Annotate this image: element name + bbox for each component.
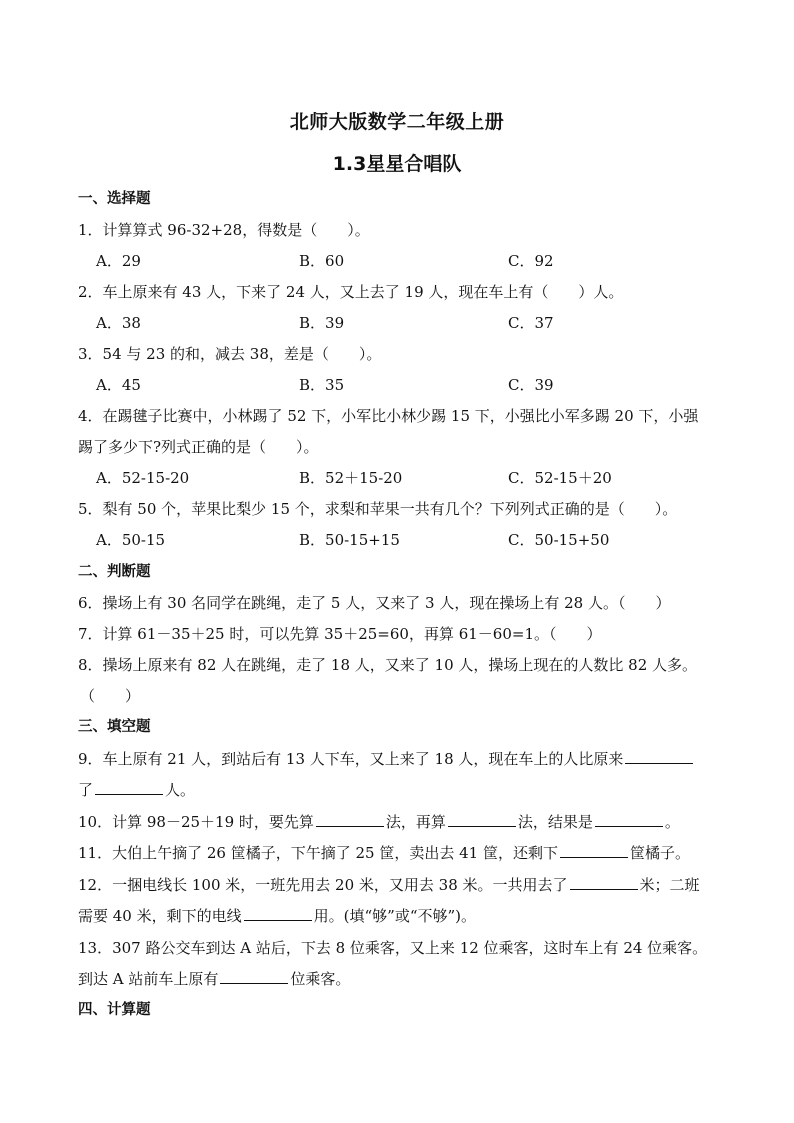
q12-text-1: 12．一捆电线长 100 米，一班先用去 20 米，又用去 38 米。一共用去了 [78,876,568,894]
answer-blank[interactable] [560,843,628,858]
q13-text-1: 到达 A 站前车上原有 [78,970,219,988]
question-12-line-1 [78,875,718,895]
question-12-line-2 [78,906,718,926]
q4-option-a: A．52-15-20 [96,469,190,487]
section-heading-choice: 一、选择题 [78,191,151,207]
q11-text-2: 筐橘子。 [629,844,690,862]
q1-option-b: B．60 [299,252,345,270]
question-8-line-1: 8．操场上原来有 82 人在跳绳，走了 18 人，又来了 10 人，操场上现在的人数比 82 人多。 [78,656,698,674]
q13-text-2: 位乘客。 [290,970,351,988]
question-1: 1．计算算式 96-32+28，得数是（ ）。 [78,221,370,239]
q2-option-b: B．39 [299,314,345,332]
q10-text-2: 法，再算 [385,813,446,831]
question-3: 3．54 与 23 的和，减去 38，差是（ ）。 [78,345,382,363]
q1-option-a: A．29 [96,252,141,270]
q2-option-c: C．37 [508,314,554,332]
q3-option-a: A．45 [96,376,141,394]
q12-text-4: 用。(填“够”或“不够”)。 [313,907,477,925]
answer-blank[interactable] [448,812,516,827]
question-4-line-2: 踢了多少下?列式正确的是（ ）。 [78,438,319,456]
q5-option-a: A．50-15 [96,531,166,549]
q9-text-2: 了 [78,781,94,799]
q4-option-c: C．52-15＋20 [508,469,612,487]
answer-blank[interactable] [570,875,638,890]
q12-text-2: 米；二班 [639,876,700,894]
q12-text-3: 需要 40 米，剩下的电线 [78,907,242,925]
q4-option-b: B．52＋15-20 [299,469,403,487]
question-13-line-1: 13．307 路公交车到达 A 站后，下去 8 位乘客，又上来 12 位乘客，这时车上有 24 位乘客。 [78,939,708,957]
question-11 [78,843,718,863]
q1-option-c: C．92 [508,252,554,270]
answer-blank[interactable] [244,906,312,921]
q2-option-a: A．38 [96,314,141,332]
question-13-line-2 [78,969,718,989]
q11-text-1: 11．大伯上午摘了 26 筐橘子，下午摘了 25 筐，卖出去 41 筐，还剩下 [78,844,558,862]
question-4-line-1: 4．在踢毽子比赛中，小林踢了 52 下，小军比小林少踢 15 下，小强比小军多踢 20 下，小强 [78,407,699,425]
q9-text-1: 9．车上原有 21 人，到站后有 13 人下车，又上来了 18 人，现在车上的人比原来 [78,750,624,768]
q10-text-4: 。 [664,813,680,831]
section-heading-judge: 二、判断题 [78,564,151,580]
page-title: 北师大版数学二年级上册 [289,111,505,133]
question-6: 6．操场上有 30 名同学在跳绳，走了 5 人，又来了 3 人，现在操场上有 28 人。（ ） [78,594,671,612]
question-7: 7．计算 61－35＋25 时，可以先算 35＋25=60，再算 61－60=1。（ ） [78,625,602,643]
answer-blank[interactable] [316,812,384,827]
q5-option-c: C．50-15+50 [508,531,610,549]
question-8-line-2: （ ） [80,687,141,705]
section-heading-calc: 四、计算题 [78,1002,151,1018]
answer-blank[interactable] [625,749,693,764]
q3-option-c: C．39 [508,376,554,394]
section-heading-fill: 三、填空题 [78,719,151,735]
q5-option-b: B．50-15+15 [299,531,400,549]
question-9-line-2 [78,780,718,800]
question-9-line-1 [78,749,718,769]
page-subtitle: 1.3星星合唱队 [332,153,462,175]
q9-text-3: 人。 [165,781,196,799]
question-2: 2．车上原来有 43 人，下来了 24 人，又上去了 19 人，现在车上有（ ）人。 [78,283,624,301]
question-5: 5．梨有 50 个，苹果比梨少 15 个，求梨和苹果一共有几个？下列列式正确的是（ ）。 [78,500,678,518]
q10-text-1: 10．计算 98－25＋19 时，要先算 [78,813,314,831]
answer-blank[interactable] [595,812,663,827]
q3-option-b: B．35 [299,376,345,394]
question-10 [78,812,718,832]
q10-text-3: 法，结果是 [517,813,593,831]
answer-blank[interactable] [220,969,288,984]
answer-blank[interactable] [95,780,163,795]
